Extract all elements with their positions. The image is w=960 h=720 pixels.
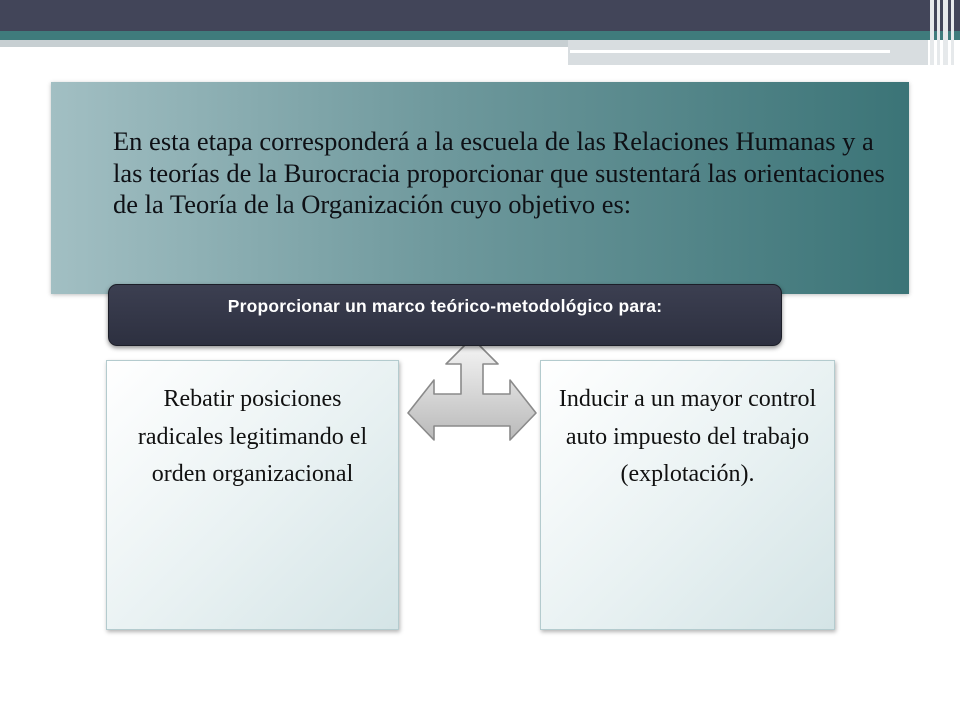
left-goal-box bbox=[106, 360, 399, 630]
header-accent-line bbox=[0, 31, 960, 40]
three-way-arrow-icon bbox=[402, 334, 542, 446]
objective-label: Proporcionar un marco teórico-metodológico para: bbox=[227, 296, 663, 316]
left-goal-text: Rebatir posiciones radicales legitimando el orden organizacional bbox=[137, 386, 368, 487]
corner-decoration bbox=[928, 0, 960, 65]
intro-box bbox=[51, 82, 909, 294]
header-divider bbox=[570, 50, 890, 53]
header-bar bbox=[0, 0, 960, 31]
right-goal-box bbox=[540, 360, 835, 630]
intro-text: En esta etapa corresponderá a la escuela de las Relaciones Humanas y a las teorías de la Burocracia proporcionar que sustentará las orientaciones de la Teoría de la Organización cuyo objetivo es: bbox=[113, 126, 885, 219]
header-band-left bbox=[0, 40, 570, 47]
right-goal-text: Inducir a un mayor control auto impuesto del trabajo (explotación). bbox=[558, 386, 817, 487]
objective-banner bbox=[108, 284, 782, 346]
